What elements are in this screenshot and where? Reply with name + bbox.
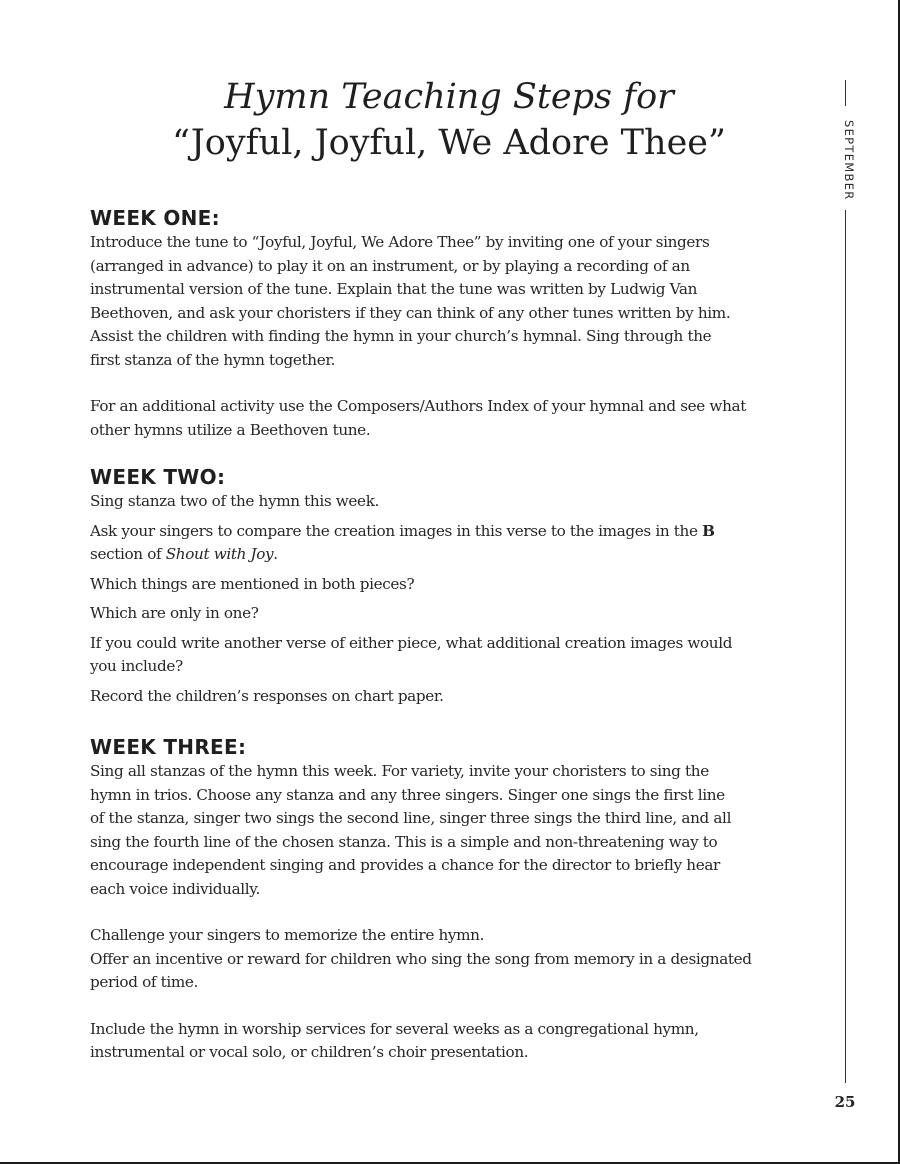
text-line: Assist the children with finding the hymn in your church’s hymnal. Sing through the <box>90 327 712 345</box>
text-line: instrumental or vocal solo, or children’s choir presentation. <box>90 1043 529 1061</box>
week-two-paragraph-2 <box>90 520 820 567</box>
text-line: period of time. <box>90 973 199 991</box>
section-letter: B <box>702 521 715 540</box>
week-three-paragraph-2 <box>90 924 820 995</box>
text-run: section of <box>90 545 166 563</box>
week-two-heading: WEEK TWO: <box>90 465 226 489</box>
text-line: For an additional activity use the Composers/Authors Index of your hymnal and see what <box>90 397 746 415</box>
text-line: you include? <box>90 657 183 675</box>
text-line: If you could write another verse of either piece, what additional creation images would <box>90 633 733 652</box>
page-title <box>60 74 838 166</box>
week-two-paragraph-3: Which things are mentioned in both pieces? <box>90 574 415 593</box>
title-line-2: “Joyful, Joyful, We Adore Thee” <box>172 123 726 163</box>
page-number: 25 <box>834 1093 856 1111</box>
side-rule-top <box>845 80 846 106</box>
week-two-paragraph-6: Record the children’s responses on chart paper. <box>90 686 444 705</box>
text-line: Beethoven, and ask your choristers if they can think of any other tunes written by him. <box>90 303 731 322</box>
text-line: sing the fourth line of the chosen stanza. This is a simple and non-threatening way to <box>90 832 718 851</box>
week-one-paragraph-2 <box>90 395 820 442</box>
week-one-section <box>90 205 820 442</box>
text-line: first stanza of the hymn together. <box>90 350 336 369</box>
month-side-label: SEPTEMBER <box>842 119 856 201</box>
text-line: Offer an incentive or reward for children who sing the song from memory in a designated <box>90 949 752 968</box>
text-line: (arranged in advance) to play it on an instrument, or by playing a recording of an <box>90 256 690 275</box>
text-line: of the stanza, singer two sings the second line, singer three sings the third line, and all <box>90 809 732 827</box>
week-one-heading: WEEK ONE: <box>90 206 220 230</box>
week-two-section <box>90 464 820 708</box>
text-line: Introduce the tune to “Joyful, Joyful, We Adore Thee” by inviting one of your singers <box>90 233 710 251</box>
side-rule-bottom <box>845 210 846 1083</box>
week-two-paragraph-5 <box>90 632 820 679</box>
text-line: Challenge your singers to memorize the entire hymn. <box>90 926 485 944</box>
text-line: Include the hymn in worship services for several weeks as a congregational hymn, <box>90 1019 699 1038</box>
text-line: encourage independent singing and provides a chance for the director to briefly hear <box>90 856 720 874</box>
text-line: hymn in trios. Choose any stanza and any three singers. Singer one sings the first line <box>90 785 725 804</box>
week-two-paragraph-4: Which are only in one? <box>90 604 259 622</box>
main-content <box>90 205 820 1065</box>
text-run: Ask your singers to compare the creation images in this verse to the images in the <box>90 521 703 540</box>
text-line: each voice individually. <box>90 879 260 898</box>
book-title: Shout with Joy <box>165 545 274 563</box>
week-three-section <box>90 734 820 1065</box>
week-one-paragraph-1 <box>90 231 820 372</box>
title-line-1: Hymn Teaching Steps for <box>224 77 674 117</box>
week-three-paragraph-3 <box>90 1018 820 1065</box>
week-three-heading: WEEK THREE: <box>90 735 247 759</box>
week-three-paragraph-1 <box>90 760 820 901</box>
text-line: instrumental version of the tune. Explain that the tune was written by Ludwig Van <box>90 280 698 298</box>
text-line: Sing all stanzas of the hymn this week. For variety, invite your choristers to sing the <box>90 762 709 780</box>
text-run: . <box>273 545 278 563</box>
text-line: other hymns utilize a Beethoven tune. <box>90 420 371 439</box>
week-two-paragraph-1: Sing stanza two of the hymn this week. <box>90 492 380 510</box>
